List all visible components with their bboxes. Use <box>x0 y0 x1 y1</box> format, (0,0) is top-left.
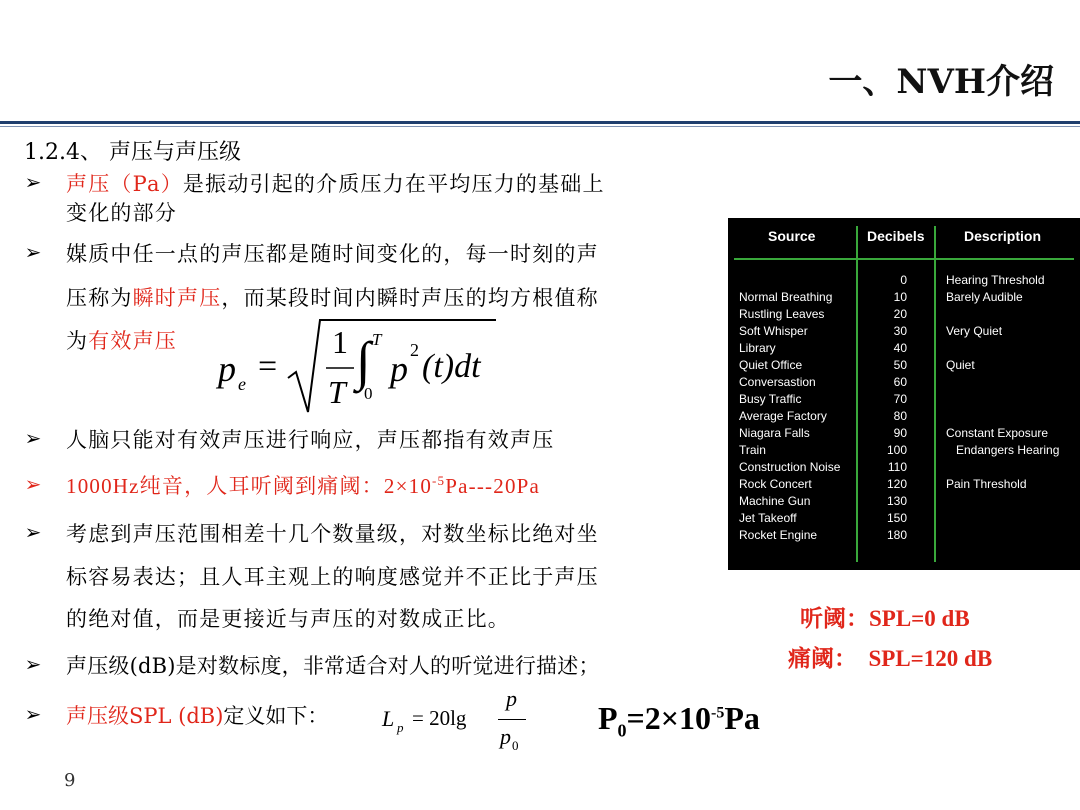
bullet-text: 变化的部分 <box>66 201 177 225</box>
table-cell-decibels: 130 <box>886 494 907 508</box>
table-cell-decibels: 40 <box>893 341 907 355</box>
table-cell-source: Construction Noise <box>739 460 841 474</box>
table-cell-decibels: 110 <box>887 460 907 474</box>
table-cell-source: Busy Traffic <box>739 392 802 406</box>
table-cell-decibels: 150 <box>886 511 907 525</box>
header-divider-thin <box>0 126 1080 127</box>
bullet-marker: ➢ <box>24 702 42 726</box>
table-cell-description: Hearing Threshold <box>946 273 1045 287</box>
bullet-text: 声压级(dB)是对数标度，非常适合对人的听觉进行描述； <box>66 654 600 678</box>
table-cell-decibels: 80 <box>893 409 907 423</box>
text-run: =2×10 <box>626 700 712 736</box>
table-cell-decibels: 60 <box>893 375 907 389</box>
integral-upper-limit: T <box>372 330 382 349</box>
text-run: 是振动引起的介质压力在平均压力的基础上 <box>182 172 605 196</box>
sound-level-table <box>728 218 1080 570</box>
fraction-numerator: 1 <box>332 324 348 360</box>
table-cell-description: Pain Threshold <box>946 477 1027 491</box>
text-run: -5 <box>711 704 725 722</box>
fraction-denominator: T <box>328 374 346 410</box>
table-cell-decibels: 0 <box>900 273 907 287</box>
bullet-marker: ➢ <box>24 472 42 496</box>
table-cell-decibels: 70 <box>893 392 907 406</box>
text-run: 1000Hz纯音，人耳听阈到痛阈：2×10 <box>66 474 433 498</box>
text-run: 定义如下： <box>223 704 329 728</box>
table-grid-line <box>734 258 1074 260</box>
formula-symbol: L <box>382 706 395 731</box>
table-cell-decibels: 180 <box>886 528 907 542</box>
hearing-range-text <box>66 470 540 500</box>
table-cell-source: Train <box>739 443 766 457</box>
text-run: 压称为 <box>66 286 133 310</box>
text-run: Pa---20Pa <box>445 474 541 498</box>
table-cell-decibels: 120 <box>886 477 907 491</box>
text-run: Pa <box>724 700 760 736</box>
bullet-marker: ➢ <box>24 520 42 544</box>
header-divider <box>0 121 1080 124</box>
bullet-text: 考虑到声压范围相差十几个数量级，对数坐标比绝对坐 <box>66 522 599 546</box>
formula-subscript: p <box>397 720 404 735</box>
bullet-text <box>66 282 599 312</box>
table-cell-source: Average Factory <box>739 409 827 423</box>
page-number: 9 <box>64 770 76 791</box>
reference-pressure-note <box>598 700 760 741</box>
table-cell-source: Niagara Falls <box>739 426 810 440</box>
table-cell-decibels: 50 <box>893 358 907 372</box>
bullet-text: 媒质中任一点的声压都是随时间变化的，每一时刻的声 <box>66 242 599 266</box>
table-cell-description: Barely Audible <box>946 290 1023 304</box>
table-grid-line <box>934 226 936 562</box>
table-cell-source: Quiet Office <box>739 358 803 372</box>
text-run: 0 <box>617 720 627 741</box>
bullet-text: 的绝对值，而是更接近与声压的对数成正比。 <box>66 607 510 631</box>
fraction-bar <box>498 719 526 720</box>
table-cell-description: Constant Exposure <box>946 426 1049 440</box>
table-cell-source: Jet Takeoff <box>739 511 797 525</box>
table-cell-source: Normal Breathing <box>739 290 833 304</box>
table-cell-decibels: 30 <box>893 324 907 338</box>
fraction-denominator: p <box>500 724 511 749</box>
table-cell-source: Rock Concert <box>739 477 812 491</box>
table-grid-line <box>856 226 858 562</box>
bullet-marker: ➢ <box>24 170 42 194</box>
table-cell-source: Rocket Engine <box>739 528 818 542</box>
table-cell-source: Rustling Leaves <box>739 307 825 321</box>
table-cell-source: Machine Gun <box>739 494 811 508</box>
hearing-threshold-note: 听阈：SPL=0 dB <box>800 606 970 631</box>
term-sound-pressure: 声压（Pa） <box>66 172 183 196</box>
spl-formula <box>382 686 542 766</box>
text-run: 为 <box>66 329 89 353</box>
table-cell-decibels: 100 <box>886 443 907 457</box>
formula-equals: = 20lg <box>412 706 467 730</box>
formula-symbol: p <box>218 349 236 389</box>
slide-title: 一、NVH介绍 <box>828 62 1054 102</box>
bullet-text <box>66 168 605 198</box>
table-header-source: Source <box>768 228 816 244</box>
table-header-decibels: Decibels <box>867 228 925 244</box>
table-cell-source: Conversastion <box>739 375 816 389</box>
effective-pressure-formula <box>214 316 498 416</box>
section-heading: 1.2.4、 声压与声压级 <box>24 140 241 165</box>
term-spl: 声压级SPL (dB) <box>66 704 224 728</box>
table-cell-decibels: 10 <box>893 290 907 304</box>
fraction-numerator: p <box>506 686 517 711</box>
table-cell-decibels: 20 <box>893 307 907 321</box>
table-cell-decibels: 90 <box>893 426 907 440</box>
term-instant-pressure: 瞬时声压 <box>132 286 222 310</box>
pain-threshold-note: 痛阈： SPL=120 dB <box>788 646 993 671</box>
table-cell-source: Soft Whisper <box>739 324 808 338</box>
bullet-text: 人脑只能对有效声压进行响应，声压都指有效声压 <box>66 428 555 452</box>
table-cell-description: Quiet <box>946 358 975 372</box>
term-effective-pressure: 有效声压 <box>88 329 178 353</box>
table-cell-source: Library <box>739 341 776 355</box>
formula-symbol: p <box>390 349 408 389</box>
formula-superscript: 2 <box>410 340 419 360</box>
bullet-marker: ➢ <box>24 426 42 450</box>
table-header-description: Description <box>964 228 1042 244</box>
bullet-text: 标容易表达；且人耳主观上的响度感觉并不正比于声压 <box>66 565 599 589</box>
bullet-text <box>66 325 177 355</box>
formula-equals: = <box>258 348 278 385</box>
formula-subscript: 0 <box>512 738 519 753</box>
table-cell-description: Very Quiet <box>946 324 1003 338</box>
text-run: P <box>598 700 618 736</box>
formula-symbol: (t)dt <box>422 348 481 385</box>
spl-definition-text <box>66 700 328 730</box>
formula-subscript: e <box>238 374 246 394</box>
bullet-marker: ➢ <box>24 240 42 264</box>
text-run: -5 <box>432 473 446 488</box>
integral-sign: ∫ <box>356 331 371 391</box>
table-cell-description: Endangers Hearing <box>946 443 1060 457</box>
integral-lower-limit: 0 <box>364 384 373 403</box>
bullet-marker: ➢ <box>24 652 42 676</box>
text-run: ，而某段时间内瞬时声压的均方根值称 <box>221 286 599 310</box>
